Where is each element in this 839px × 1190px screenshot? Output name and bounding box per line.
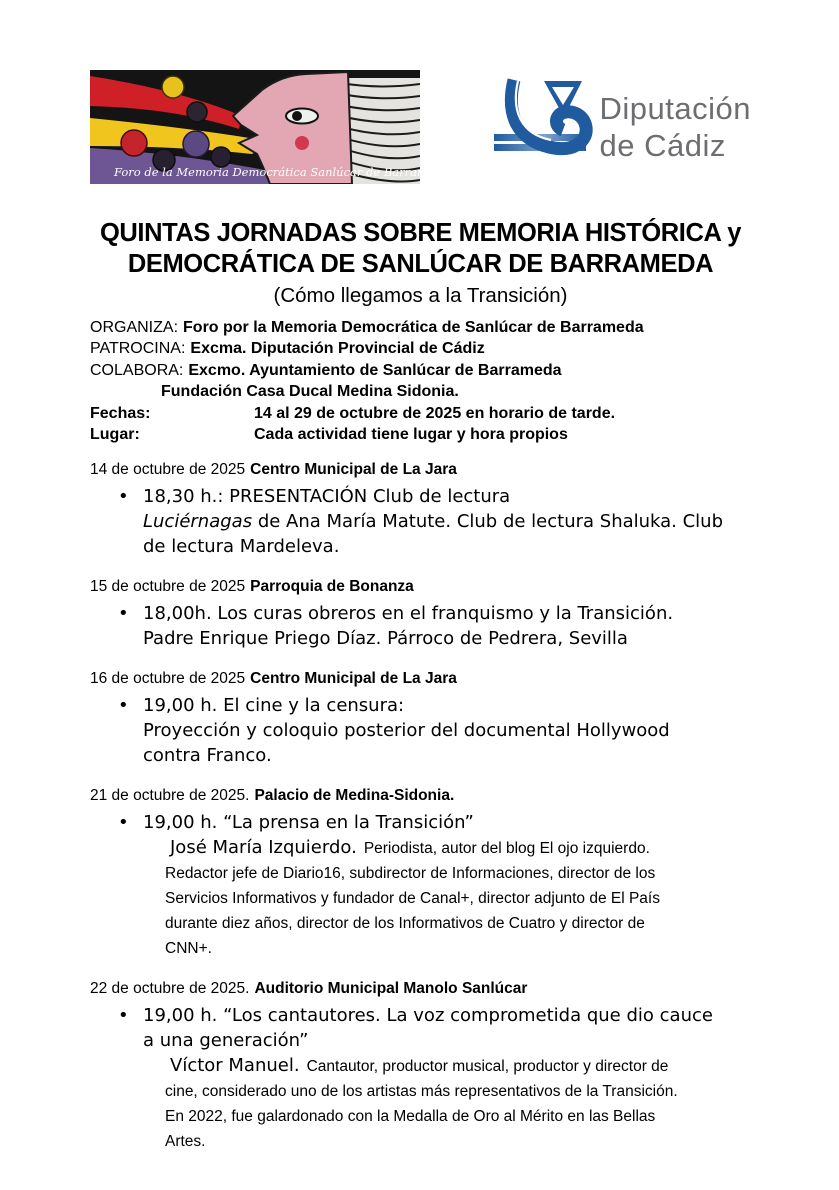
- event-bullet-item: [90, 810, 751, 835]
- book-title: Luciérnagas: [143, 511, 253, 533]
- event-location: Parroquia de Bonanza: [250, 578, 414, 596]
- event-16-octubre: [90, 669, 751, 768]
- event-location: Centro Municipal de La Jara: [250, 461, 457, 479]
- event-text-line: • 18,30 h.: PRESENTACIÓN Club de lectura: [143, 486, 511, 508]
- event-bullet-item: [90, 601, 751, 651]
- event-bullet-item: [90, 1003, 751, 1053]
- speaker-intro: Cantautor, productor musical, productor y director de: [306, 1058, 669, 1076]
- event-text-line: a una generación”: [143, 1030, 309, 1052]
- event-text-line: • 18,00h. Los curas obreros en el franquismo y la Transición.: [143, 603, 674, 625]
- event-text-line: • 19,00 h. “La prensa en la Transición”: [143, 812, 474, 834]
- event-date-line: [90, 786, 751, 805]
- fechas-value: 14 al 29 de octubre de 2025 en horario de tarde.: [254, 404, 616, 422]
- speaker-description-line: CNN+.: [165, 940, 212, 958]
- diputacion-wordmark: [600, 90, 751, 164]
- colabora-row2: [90, 381, 751, 402]
- event-location: Auditorio Municipal Manolo Sanlúcar: [254, 980, 528, 998]
- event-text-line: • 19,00 h. “Los cantautores. La voz comprometida que dio cauce: [143, 1005, 713, 1027]
- speaker-description-line: cine, considerado uno de los artistas más representativos de la Transición.: [165, 1083, 678, 1101]
- speaker-description-line: Redactor jefe de Diario16, subdirector de Informaciones, director de los: [165, 865, 656, 883]
- organiza-label: ORGANIZA:: [90, 319, 179, 336]
- colabora-value: Excmo. Ayuntamiento de Sanlúcar de Barrameda: [188, 361, 562, 379]
- event-bullet-item: [90, 484, 751, 559]
- diputacion-wordmark-line1: Diputación: [599, 91, 751, 126]
- title-block: [90, 218, 751, 311]
- event-15-octubre: [90, 577, 751, 651]
- patrocina-row: [90, 338, 751, 359]
- header-logos: [90, 70, 751, 190]
- page-subtitle: (Cómo llegamos a la Transición): [273, 284, 568, 307]
- foro-memoria-artwork-icon: [90, 70, 420, 184]
- event-date-line: [90, 979, 751, 998]
- diputacion-wordmark-line2: de Cádiz: [599, 128, 726, 163]
- organiza-row: [90, 317, 751, 338]
- diputacion-symbol-icon: [494, 76, 594, 178]
- event-text-line: • 19,00 h. El cine y la censura:: [143, 695, 405, 717]
- event-date: 21 de octubre de 2025.: [90, 787, 250, 805]
- diputacion-logo: [494, 76, 751, 178]
- fechas-row: [90, 403, 751, 424]
- speaker-line: [170, 835, 751, 861]
- fechas-label: Fechas:: [90, 404, 151, 422]
- foro-logo-caption: Foro de la Memoria Democrática Sanlúcar de Barrameda: [114, 165, 420, 179]
- colabora-value2: Fundación Casa Ducal Medina Sidonia.: [161, 383, 459, 401]
- event-text-rest: de Ana María Matute. Club de lectura Shaluka. Club: [252, 511, 724, 533]
- event-text-line: Padre Enrique Priego Díaz. Párroco de Pedrera, Sevilla: [143, 628, 628, 650]
- page-title-line2: DEMOCRÁTICA DE SANLÚCAR DE BARRAMEDA: [127, 250, 714, 278]
- speaker-name: Víctor Manuel.: [170, 1055, 300, 1077]
- event-text-line: Proyección y coloquio posterior del documental Hollywood: [143, 720, 670, 742]
- speaker-line: [170, 1053, 751, 1079]
- event-date: 22 de octubre de 2025.: [90, 980, 250, 998]
- events-list: [90, 460, 751, 1154]
- patrocina-label: PATROCINA:: [90, 340, 186, 358]
- event-21-octubre: [90, 786, 751, 961]
- event-text-line: contra Franco.: [143, 745, 272, 767]
- event-22-octubre: [90, 979, 751, 1154]
- speaker-intro: Periodista, autor del blog El ojo izquierdo.: [363, 840, 650, 858]
- event-text-line: [143, 509, 751, 534]
- event-14-octubre: [90, 460, 751, 559]
- event-date: 16 de octubre de 2025: [90, 670, 246, 688]
- speaker-description-line: Servicios Informativos y fundador de Canal+, director adjunto de El País: [165, 890, 660, 908]
- event-location: Centro Municipal de La Jara: [250, 670, 457, 688]
- lugar-value: Cada actividad tiene lugar y hora propios: [254, 426, 568, 444]
- event-location: Palacio de Medina-Sidonia.: [254, 787, 455, 805]
- speaker-description-line: Artes.: [165, 1133, 206, 1151]
- lugar-label: Lugar:: [90, 426, 140, 444]
- speaker-name: José María Izquierdo.: [170, 837, 357, 859]
- event-date: 14 de octubre de 2025: [90, 461, 246, 479]
- event-text-line: de lectura Mardeleva.: [143, 536, 340, 558]
- speaker-description-line: durante diez años, director de los Informativos de Cuatro y director de: [165, 915, 645, 933]
- event-date-line: [90, 577, 751, 596]
- colabora-label: COLABORA:: [90, 361, 184, 379]
- patrocina-value: Excma. Diputación Provincial de Cádiz: [190, 340, 485, 358]
- lugar-row: [90, 424, 751, 445]
- info-block: [90, 317, 751, 445]
- event-date-line: [90, 460, 751, 479]
- speaker-description-line: En 2022, fue galardonado con la Medalla de Oro al Mérito en las Bellas: [165, 1108, 656, 1126]
- page-title-line1: QUINTAS JORNADAS SOBRE MEMORIA HISTÓRICA y: [99, 219, 742, 247]
- event-date: 15 de octubre de 2025: [90, 578, 246, 596]
- event-bullet-item: [90, 693, 751, 768]
- event-date-line: [90, 669, 751, 688]
- foro-memoria-logo: [90, 70, 420, 184]
- colabora-row: [90, 360, 751, 381]
- organiza-value: Foro por la Memoria Democrática de Sanlúcar de Barrameda: [183, 319, 644, 336]
